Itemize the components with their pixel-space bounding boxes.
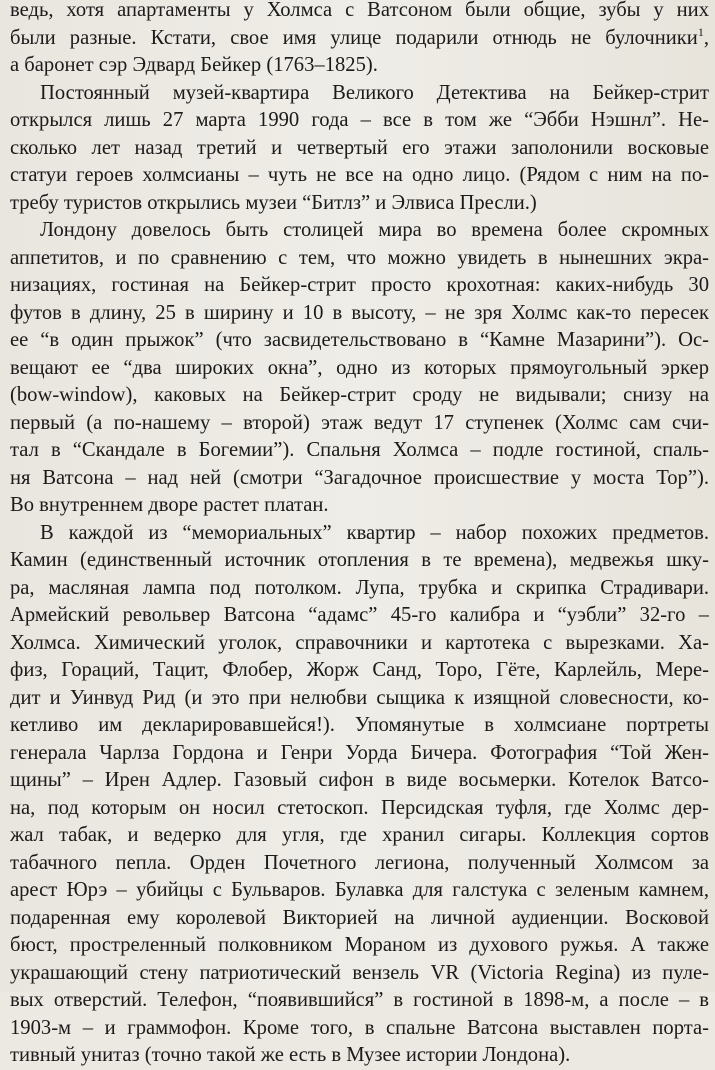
text-line: [10, 107, 709, 135]
text-line: [10, 850, 709, 878]
text-line-content: Во внутреннем дворе растет платан.: [10, 494, 329, 516]
text-line: [10, 932, 709, 960]
text-line-content: тивный унитаз (точно такой же есть в Музее истории Лондона).: [10, 1044, 571, 1066]
text-line-content: щины” – Ирен Адлер. Газовый сифон в виде восьмерки. Котелок Ватсо-: [10, 769, 709, 791]
text-line-content: украшающий стену патриотический вензель VR (Victoria Regina) из пуле-: [10, 961, 709, 984]
text-line-content: а баронет сэр Эдвард Бейкер (1763–1825).: [10, 54, 378, 76]
text-line: [10, 382, 709, 410]
text-line-content: ведь, хотя апартаменты у Холмса с Ватсоном были общие, зубы у них: [10, 0, 709, 21]
text-line: [10, 492, 709, 520]
text-line: [10, 217, 709, 245]
text-line-content: физ, Гораций, Тацит, Флобер, Жорж Санд, Торо, Гёте, Карлейль, Мере-: [10, 659, 709, 681]
text-line-content: футов в длину, 25 в ширину и 10 в высоту, – не зря Холмс как-то пересек: [10, 301, 709, 324]
text-line-content: открылся лишь 27 марта 1990 года – все в том же “Эбби Нэшнл”. Не-: [10, 109, 709, 131]
text-line: [10, 547, 709, 575]
text-line-content: сколько лет назад третий и четвертый его этажи заполонили восковые: [10, 136, 709, 159]
text-line: [10, 1015, 709, 1043]
text-line: [10, 355, 709, 383]
text-line-content: ее “в один прыжок” (что засвидетельствовано в “Камне Мазарини”). Ос-: [10, 329, 709, 351]
text-line: [10, 712, 709, 740]
text-line-content: тал в “Скандале в Богемии”). Спальня Холмса – подле гостиной, спаль-: [10, 439, 709, 461]
text-line-content: Камин (единственный источник отопления в те времена), медвежья шку-: [10, 549, 709, 571]
text-line: [10, 822, 709, 850]
text-line-content: вещают ее “два широких окна”, одно из которых прямоугольный эркер: [10, 356, 709, 379]
text-line: [10, 135, 709, 163]
text-line-content: требу туристов открылись музеи “Битлз” и Элвиса Пресли.): [10, 191, 537, 214]
text-line: [10, 685, 709, 713]
text-line-content: (bow-window), каковых на Бейкер-стрит сроду не видывали; снизу на: [10, 384, 709, 406]
text-line: [10, 300, 709, 328]
text-line: [10, 630, 709, 658]
text-line-content: вых отверстий. Телефон, “появившийся” в гостиной в 1898-м, а после – в: [10, 989, 709, 1011]
text-line: [10, 575, 709, 603]
text-line: [10, 465, 709, 493]
text-line: [10, 272, 709, 300]
text-line-content: Холмса. Химический уголок, справочники и картотека с вырезками. Ха-: [10, 631, 709, 654]
text-line-content: дит и Уинвуд Рид (и это при нелюбви сыщика к изящной словесности, ко-: [10, 686, 709, 709]
text-line: [10, 520, 709, 548]
text-line: [10, 795, 709, 823]
text-line-content: Лондону довелось быть столицей мира во времена более скромных: [40, 219, 709, 241]
text-line: [10, 877, 709, 905]
text-line-content: жал табак, и ведерко для угля, где хранил сигары. Коллекция сортов: [10, 824, 709, 846]
text-line: [10, 410, 709, 438]
text-line: [10, 657, 709, 685]
text-line: [10, 162, 709, 190]
text-line: [10, 25, 709, 53]
text-line-content: генерала Чарлза Гордона и Генри Уорда Бичера. Фотография “Той Жен-: [10, 741, 709, 764]
text-line-content: 1903-м – и граммофон. Кроме того, в спальне Ватсона выставлен порта-: [10, 1016, 709, 1039]
text-line: [10, 1042, 709, 1070]
text-line-content: низациях, гостиная на Бейкер-стрит просто крохотная: каких-нибудь 30: [10, 274, 709, 296]
text-line-content: ра, масляная лампа под потолком. Лупа, трубка и скрипка Страдивари.: [10, 576, 709, 599]
text-line: [10, 960, 709, 988]
text-line: [10, 80, 709, 108]
text-line: [10, 987, 709, 1015]
text-line-content: были разные. Кстати, свое имя улице подарили отнюдь не булочники: [10, 26, 698, 49]
text-line-content: на, под которым он носил стетоскоп. Персидская туфля, где Холмс дер-: [10, 796, 709, 819]
text-line-content: табачного пепла. Орден Почетного легиона, полученный Холмсом за: [10, 851, 709, 874]
text-line: [10, 602, 709, 630]
text-line-content: арест Юрэ – убийцы с Бульваров. Булавка для галстука с зеленым камнем,: [10, 879, 709, 901]
text-line-content: аппетитов, и по сравнению с тем, что можно увидеть в нынешних экра-: [10, 246, 709, 269]
text-line-content: статуи героев холмсианы – чуть не все на одно лицо. (Рядом с ним на по-: [10, 164, 709, 186]
text-line: [10, 327, 709, 355]
text-line-content: ня Ватсона – над ней (смотри “Загадочное происшествие у моста Тор”).: [10, 466, 709, 489]
text-line-content: кетливо им декларировавшейся!). Упомянутые в холмсиане портреты: [10, 714, 709, 736]
text-line-content: первый (а по-нашему – второй) этаж ведут 17 ступенек (Холмс сам счи-: [10, 411, 709, 434]
text-line: [10, 767, 709, 795]
text-line-content: бюст, простреленный полковником Мораном из духового ружья. А также: [10, 934, 709, 956]
text-line: [10, 52, 709, 80]
text-line-content: В каждой из “мемориальных” квартир – набор похожих предметов.: [40, 521, 709, 544]
text-line-content: Постоянный музей-квартира Великого Детектива на Бейкер-стрит: [40, 81, 709, 104]
text-line: [10, 0, 709, 25]
text-line: [10, 190, 709, 218]
text-line: [10, 245, 709, 273]
text-body: [10, 0, 709, 1070]
trailing-comma: ,: [703, 26, 709, 49]
text-line: [10, 905, 709, 933]
footnote-marker: 1: [697, 24, 704, 39]
text-line-content: подаренная ему королевой Викторией на личной аудиенции. Восковой: [10, 906, 709, 929]
text-line: [10, 437, 709, 465]
text-line-content: Армейский револьвер Ватсона “адамс” 45-го калибра и “уэбли” 32-го –: [10, 604, 709, 626]
text-line: [10, 740, 709, 768]
